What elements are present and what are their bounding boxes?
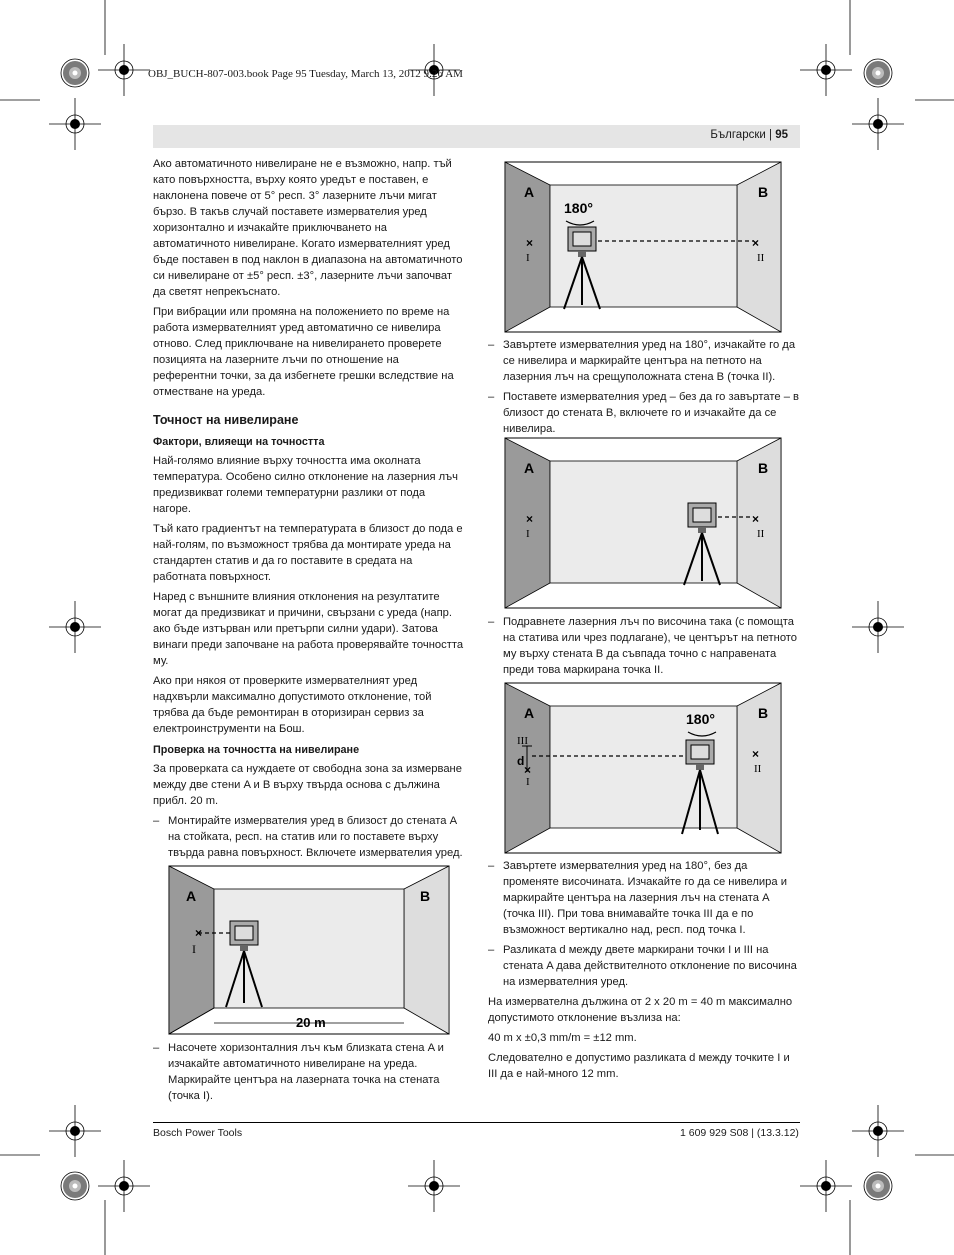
svg-text:×: × bbox=[526, 512, 534, 526]
svg-text:×: × bbox=[524, 763, 532, 777]
svg-text:A: A bbox=[524, 460, 535, 476]
formula: 40 m x ±0,3 mm/m = ±12 mm. bbox=[488, 1032, 637, 1044]
rotation-label: 180° bbox=[564, 200, 593, 216]
difference-label: d bbox=[517, 754, 525, 768]
list-item: – Поставете измервателния уред – без да го завъртате – в близост до стената B, включете го и изчакайте да се нивелира. bbox=[488, 389, 800, 437]
paragraph: При вибрации или промяна на положението по време на работа измервателният уред автоматично се нивелира отново. След приключване на нивелирането проверете позицията на лазерните лъчи по отношение на референтни точки, за да избегнете грешки вследствие на отместване на уреда. bbox=[153, 306, 454, 398]
svg-text:III: III bbox=[517, 735, 528, 747]
paragraph: Ако при някоя от проверките измервателният уред надхвърли максимално допустимото отклонение, той трябва да бъде ремонтиран в оторизиран сервиз за електроинструменти на Бош. bbox=[153, 675, 432, 735]
list-item: – Завъртете измервателния уред на 180°, изчакайте го да се нивелира и маркирайте центъра на петното на лазерния лъч на срещуположната стена B (точка II). bbox=[488, 337, 800, 385]
svg-text:I: I bbox=[526, 252, 530, 264]
svg-text:A: A bbox=[524, 184, 535, 200]
svg-text:I: I bbox=[526, 528, 530, 540]
svg-text:×: × bbox=[752, 512, 760, 526]
figure-setup-near-wall-b bbox=[504, 437, 782, 609]
svg-text:II: II bbox=[754, 763, 762, 775]
paragraph: Най-голямо влияние върху точността има околната температура. Особено силно отклонение на лазерния лъч предизвикват големи температурни разлики от пода нагоре. bbox=[153, 455, 458, 515]
paragraph: Ако автоматичното нивелиране не е възможно, напр. тъй като повърхността, върху която уредът е поставен, е наклонена повече от 5° респ. 3° лазерните лъчи мигат бързо. В такъв случай поставете измервателия уред хоризонтално и изчакайте приключването на автоматичното нивелиране. Когато измервателният уред бъде поставен в под наклон в диапазона на автоматичното си нивелиране от ±5° респ. ±3°, лазерните лъчи започват да светят непрекъснато. bbox=[153, 158, 463, 298]
list-item: – Монтирайте измервателия уред в близост до стената A на стойката, респ. на статив или го поставете върху твърда равна повърхност. Включете измервателия уред. bbox=[153, 813, 465, 861]
subsection-heading: Проверка на точността на нивелиране bbox=[153, 744, 360, 756]
svg-text:B: B bbox=[758, 705, 769, 721]
footer-docnum: 1 609 929 S08 | (13.3.12) bbox=[680, 1127, 799, 1139]
subsection-heading: Фактори, влияещи на точността bbox=[153, 436, 325, 448]
wall-a-label: A bbox=[186, 888, 197, 904]
figure-rotate-180-mark-iii bbox=[504, 682, 782, 854]
list-item: – Насочете хоризонталния лъч към близката стена A и изчакайте автоматичното нивелиране на уреда. Маркирайте центъра на лазерната точка на стената (точка I). bbox=[153, 1040, 453, 1104]
svg-text:×: × bbox=[752, 236, 760, 250]
figure-rotate-180-mark-ii bbox=[504, 161, 782, 333]
paragraph: Следователно е допустимо разликата d между точките I и III да е най-много 12 mm. bbox=[488, 1052, 790, 1080]
svg-text:A: A bbox=[524, 705, 535, 721]
page-number: 95 bbox=[775, 129, 788, 141]
figure-setup-near-wall-a bbox=[168, 865, 450, 1035]
paragraph: Тъй като градиентът на температурата в близост до пода е най-голям, по възможност трябва да монтирате уреда на стандартен статив и да го поставите в средата на работната повърхност. bbox=[153, 523, 463, 583]
list-item: – Подравнете лазерния лъч по височина така (с помощта на статива или чрез подлагане), че центърът на петното му върху стената B да съвпада точно с направената преди това маркирана точка II. bbox=[488, 614, 800, 678]
svg-text:I: I bbox=[526, 776, 530, 788]
svg-text:180°: 180° bbox=[686, 711, 715, 727]
page-header: Български | 95 bbox=[153, 125, 800, 148]
header-language: Български bbox=[710, 129, 766, 141]
svg-text:×: × bbox=[752, 747, 760, 761]
section-heading: Точност на нивелиране bbox=[153, 413, 299, 427]
list-item: – Разликата d между двете маркирани точки I и III на стената A дава действителното отклонение по височина на измервателния уред. bbox=[488, 942, 800, 990]
svg-text:×: × bbox=[195, 926, 203, 940]
distance-label: 20 m bbox=[296, 1015, 326, 1030]
paragraph: На измервателна дължина от 2 x 20 m = 40 m максимално допустимото отклонение възлиза на: bbox=[488, 996, 793, 1024]
svg-text:B: B bbox=[758, 184, 769, 200]
paragraph: За проверката са нуждаете от свободна зона за измерване между две стени A и B върху твърда основа с дължина прибл. 20 m. bbox=[153, 763, 462, 807]
footer-brand: Bosch Power Tools bbox=[153, 1127, 243, 1139]
footer-rule bbox=[153, 1122, 800, 1123]
list-item: – Завъртете измервателния уред на 180°, без да променяте височината. Изчакайте го да се нивелира и маркирайте центъра на лазерния лъч на стената A (точка III). При това внимавайте точка III да е по възможност вертикално над, респ. под точка I. bbox=[488, 858, 800, 938]
left-column bbox=[153, 156, 465, 865]
point-i-label: I bbox=[192, 942, 196, 956]
svg-text:II: II bbox=[757, 528, 765, 540]
paragraph: Наред с външните влияния отклонения на резултатите могат да предизвикат и причини, свързани с уреда (напр. ако бъде изтърван или претърпи силни удари). Затова винаги преди започване на работа проверявайте точността му. bbox=[153, 591, 464, 667]
wall-b-label: B bbox=[420, 888, 431, 904]
svg-text:×: × bbox=[526, 236, 534, 250]
book-meta: OBJ_BUCH-807-003.book Page 95 Tuesday, March 13, 2012 9:26 AM bbox=[148, 68, 463, 80]
svg-text:B: B bbox=[758, 460, 769, 476]
svg-text:II: II bbox=[757, 252, 765, 264]
